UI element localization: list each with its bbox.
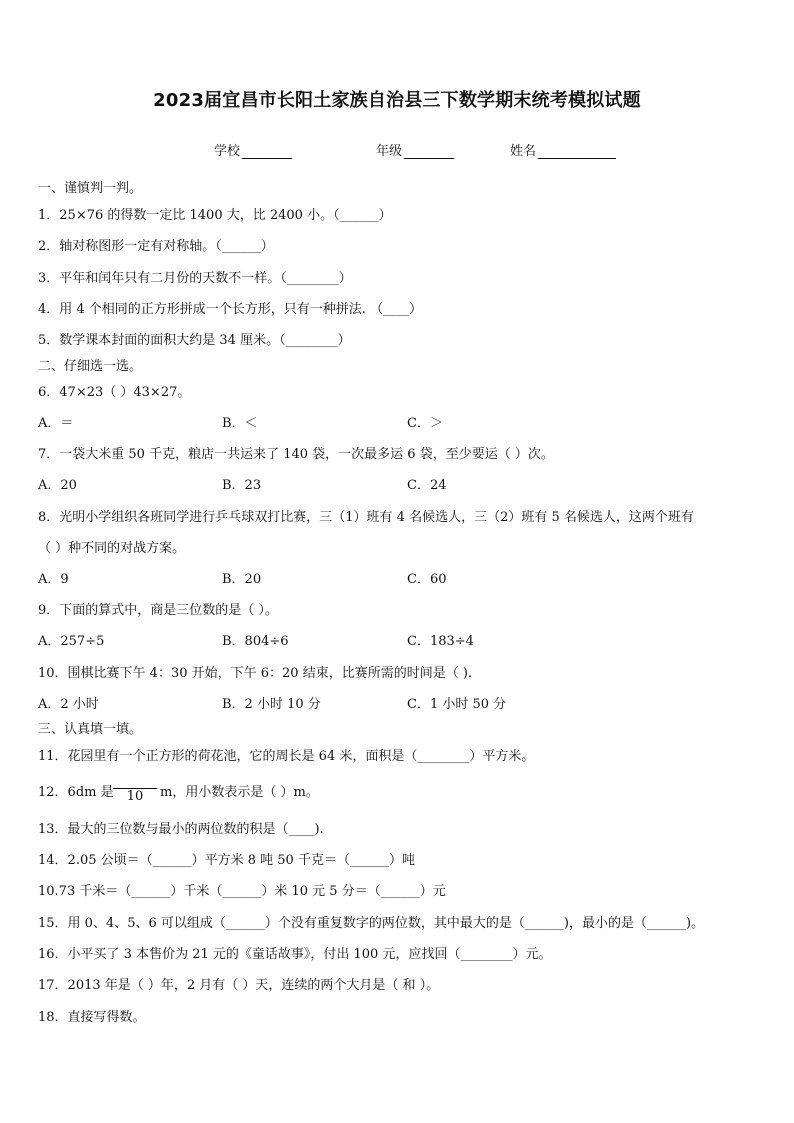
grade-label: 年级 xyxy=(376,144,403,159)
q6-option-c[interactable]: C．＞ xyxy=(407,416,443,431)
q10-option-c[interactable]: C．1 小时 50 分 xyxy=(407,697,507,712)
q8-option-c[interactable]: C．60 xyxy=(407,572,447,587)
question-2: 2．轴对称图形一定有对称轴。（______） xyxy=(38,239,274,254)
q9-option-b[interactable]: B．804÷6 xyxy=(222,634,289,649)
page-title: 2023届宜昌市长阳土家族自治县三下数学期末统考模拟试题 xyxy=(153,90,641,111)
question-7: 7．一袋大米重 50 千克，粮店一共运来了 140 袋，一次最多运 6 袋，至少要运（ ）次。 xyxy=(38,447,554,462)
question-1: 1．25×76 的得数一定比 1400 大，比 2400 小。（______） xyxy=(38,208,392,223)
q8-option-b[interactable]: B．20 xyxy=(222,572,262,587)
question-18: 18．直接写得数。 xyxy=(38,1010,146,1025)
q6-option-b[interactable]: B．＜ xyxy=(222,416,258,431)
question-13: 13．最大的三位数与最小的两位数的积是（____). xyxy=(38,822,324,837)
q7-option-c[interactable]: C．24 xyxy=(407,478,447,493)
question-5: 5．数学课本封面的面积大约是 34 厘米。（________） xyxy=(38,333,351,348)
question-15: 15．用 0、4、5、6 可以组成（______）个没有重复数字的两位数，其中最大的是（______)，最小的是（______)。 xyxy=(38,916,705,931)
grade-field[interactable] xyxy=(376,140,454,159)
q6-option-a[interactable]: A．＝ xyxy=(38,416,74,431)
name-blank[interactable] xyxy=(538,145,616,159)
grade-blank[interactable] xyxy=(404,145,454,159)
school-blank[interactable] xyxy=(242,145,292,159)
question-17: 17．2013 年是（ ）年，2 月有（ ）天，连续的两个大月是（ 和 ）。 xyxy=(38,978,440,993)
school-field[interactable] xyxy=(214,140,292,159)
name-label: 姓名 xyxy=(510,144,537,159)
question-14-line2: 10.73 千米＝（______）千米（______）米 10 元 5 分＝（______）元 xyxy=(38,884,446,899)
question-10: 10．围棋比赛下午 4：30 开始，下午 6：20 结束，比赛所需的时间是（ ). xyxy=(38,666,473,681)
section-fill: 三、认真填一填。 xyxy=(38,722,143,737)
question-16: 16．小平买了 3 本售价为 21 元的《童话故事》，付出 100 元，应找回（________）元。 xyxy=(38,947,552,962)
school-label: 学校 xyxy=(214,144,241,159)
section-judge: 一、谨慎判一判。 xyxy=(38,181,143,196)
q10-option-a[interactable]: A．2 小时 xyxy=(38,697,99,712)
question-9: 9．下面的算式中，商是三位数的是（ ）。 xyxy=(38,603,278,618)
question-6: 6．47×23（ ）43×27。 xyxy=(38,385,191,400)
q7-option-a[interactable]: A．20 xyxy=(38,478,77,493)
question-8-line2: （ ）种不同的对战方案。 xyxy=(38,541,186,556)
q12-fraction-denominator: 10 xyxy=(126,789,144,804)
q12-fraction xyxy=(113,774,157,805)
q9-option-a[interactable]: A．257÷5 xyxy=(38,634,105,649)
question-3: 3．平年和闰年只有二月份的天数不一样。（________） xyxy=(38,271,352,286)
q9-option-c[interactable]: C．183÷4 xyxy=(407,634,474,649)
question-12-prefix: 12．6dm 是 xyxy=(38,785,114,800)
q8-option-a[interactable]: A．9 xyxy=(38,572,69,587)
question-12-suffix: m，用小数表示是（ ）m。 xyxy=(160,785,319,800)
section-choose: 二、仔细选一选。 xyxy=(38,359,143,374)
question-8-line1: 8．光明小学组织各班同学进行乒乓球双打比赛，三（1）班有 4 名候选人，三（2）班有 5 名候选人，这两个班有 xyxy=(38,510,694,525)
question-4: 4．用 4 个相同的正方形拼成一个长方形，只有一种拼法. （____） xyxy=(38,302,423,317)
name-field[interactable] xyxy=(510,140,616,159)
q10-option-b[interactable]: B．2 小时 10 分 xyxy=(222,697,321,712)
q7-option-b[interactable]: B．23 xyxy=(222,478,262,493)
question-14-line1: 14．2.05 公顷＝（______）平方米 8 吨 50 千克＝（______）吨 xyxy=(38,853,415,868)
question-11: 11．花园里有一个正方形的荷花池，它的周长是 64 米，面积是（________）平方米。 xyxy=(38,749,535,764)
q12-fraction-numerator-blank[interactable] xyxy=(113,774,157,788)
